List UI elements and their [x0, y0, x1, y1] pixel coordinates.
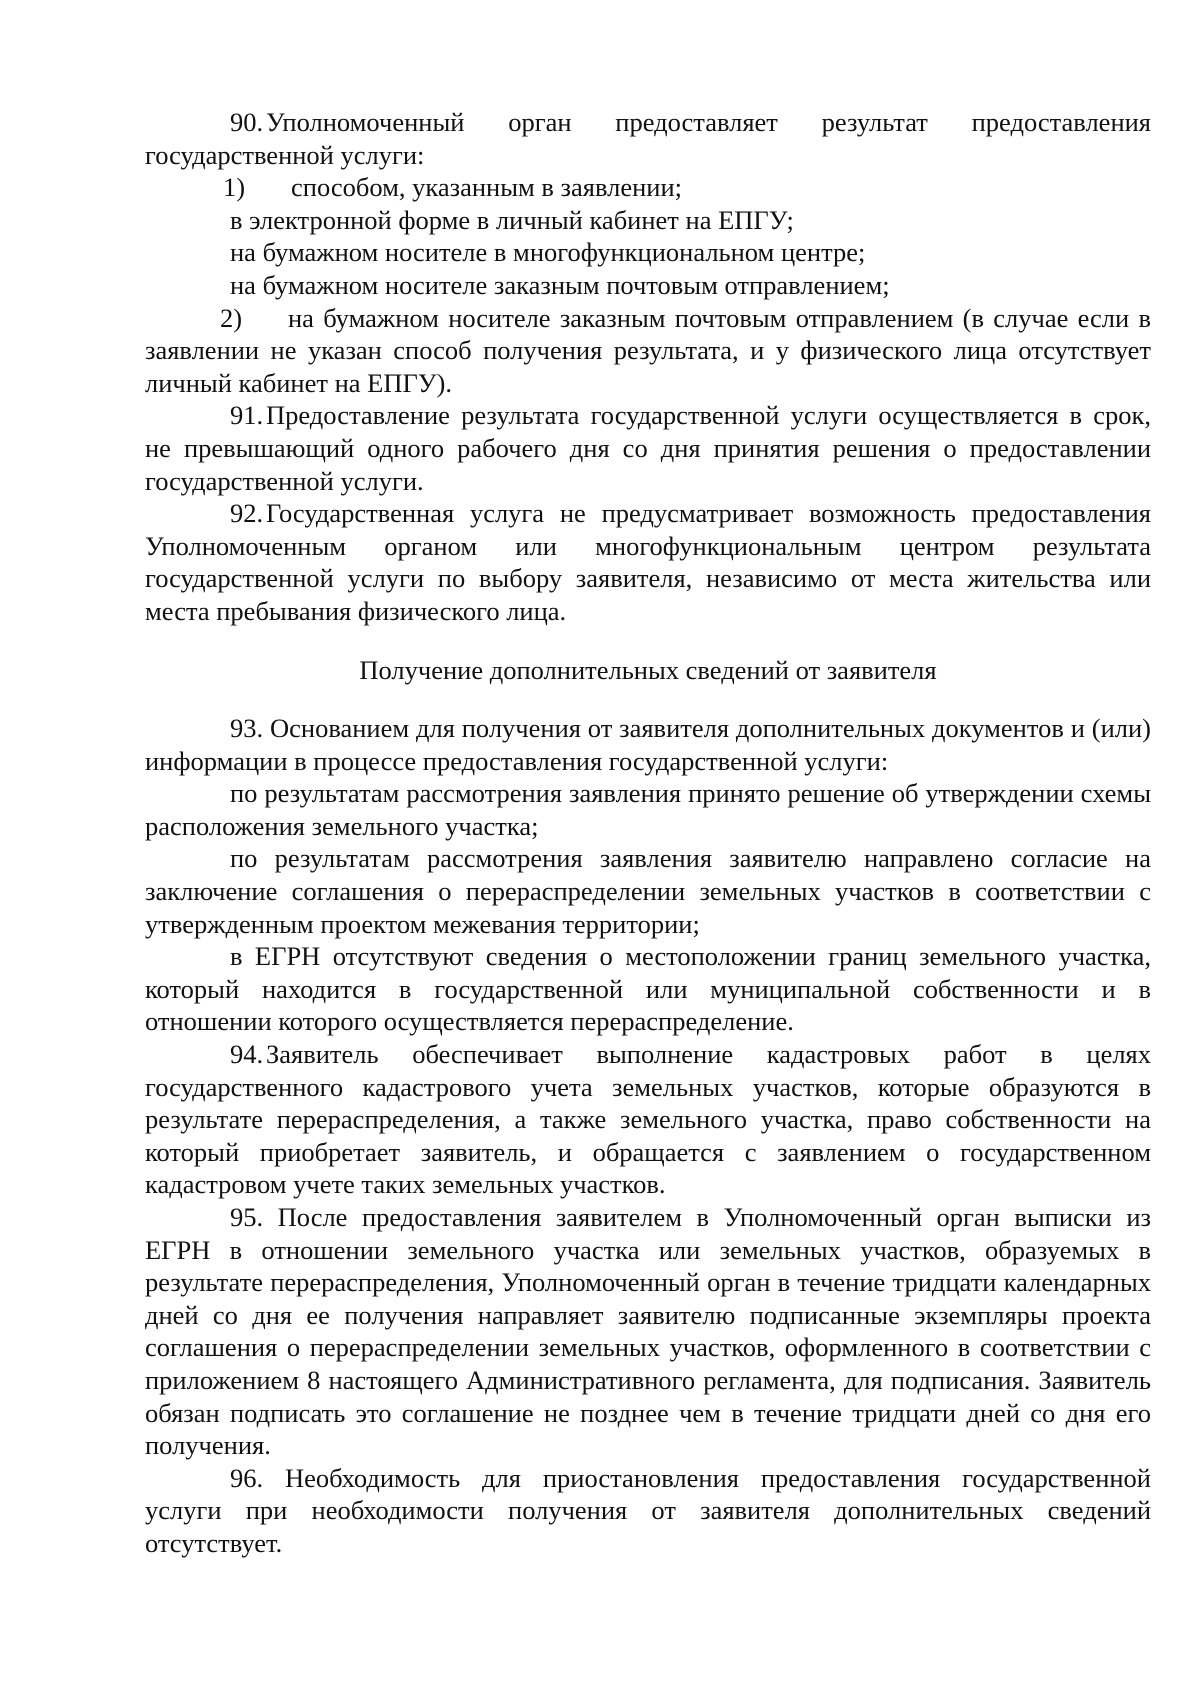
paragraph-91 [145, 399, 1151, 497]
paragraph-92 [145, 497, 1151, 627]
paragraph-text: После предоставления заявителем в Уполномоченный орган выписки из ЕГРН в отношении земельного участка или земельных участков, образуемых в результате перераспределения, Уполномоченный орган в течение тридцати календарных дней со дня ее получения направляет заявителю подписанные экземпляры проекта соглашения о перераспределении земельных участков, оформленного в соответствии с приложением 8 настоящего Административного регламента, для подписания. Заявитель обязан подписать это соглашение не позднее чем в течение тридцати дней со дня его получения. [145, 1202, 1151, 1461]
paragraph-number: 93. [230, 713, 264, 744]
list-item-text: способом, указанным в заявлении; [291, 172, 683, 203]
list-item-1 [145, 171, 1151, 204]
paragraph-number: 90. [230, 107, 264, 137]
list-item-number: 1) [223, 172, 246, 203]
paragraph-93-item-1: по результатам рассмотрения заявления принято решение об утверждении схемы расположения земельного участка; [145, 778, 1151, 841]
paragraph-text: Предоставление результата государственной услуги осуществляется в срок, не превышающий одного рабочего дня со дня принятия решения о предоставлении государственной услуги. [145, 400, 1151, 496]
paragraph-text: Необходимость для приостановления предоставления государственной услуги при необходимости получения от заявителя дополнительных сведений отсутствует. [145, 1462, 1151, 1558]
paragraph-93 [145, 712, 1151, 777]
paragraph-96 [145, 1462, 1151, 1560]
paragraph-number: 96. [230, 1462, 264, 1493]
paragraph-text: Уполномоченный орган предоставляет результат предоставления государственной услуги: [145, 107, 1151, 170]
paragraph-93-item-3: в ЕГРН отсутствуют сведения о местоположении границ земельного участка, который находится в государственной или муниципальной собственности и в отношении которого осуществляется перераспределение. [145, 941, 1151, 1037]
section-title: Получение дополнительных сведений от заявителя [359, 654, 937, 685]
paragraph-text: Заявитель обеспечивает выполнение кадастровых работ в целях государственного кадастрового учета земельных участков, которые образуются в результате перераспределения, а также земельного участка, право собственности на который приобретает заявитель, и обращается с заявлением о государственном кадастровом учете таких земельных участков. [145, 1039, 1151, 1200]
paragraph-93-item-2: по результатам рассмотрения заявления заявителю направлено согласие на заключение соглашения о перераспределении земельных участков в соответствии с утвержденным проектом межевания территории; [145, 843, 1151, 939]
paragraph-text: Государственная услуга не предусматривает возможность предоставления Уполномоченным органом или многофункциональным центром результата государственной услуги по выбору заявителя, независимо от места жительства или места пребывания физического лица. [145, 498, 1151, 626]
document-page [145, 106, 1151, 1560]
list-item-number: 2) [220, 302, 243, 333]
paragraph-number: 94. [230, 1039, 264, 1070]
sub-item-mfc: на бумажном носителе в многофункциональном центре; [230, 237, 866, 268]
paragraph-95 [145, 1201, 1151, 1462]
paragraph-number: 95. [230, 1202, 264, 1232]
paragraph-90 [145, 106, 1151, 171]
paragraph-number: 91. [230, 400, 264, 431]
sub-item-epgu: в электронной форме в личный кабинет на ЕПГУ; [230, 204, 794, 235]
paragraph-number: 92. [230, 498, 264, 529]
paragraph-text: Основанием для получения от заявителя дополнительных документов и (или) информации в процессе предоставления государственной услуги: [145, 713, 1151, 776]
paragraph-94 [145, 1038, 1151, 1201]
list-item-text: на бумажном носителе заказным почтовым отправлением (в случае если в заявлении не указан способ получения результата, и у физического лица отсутствует личный кабинет на ЕПГУ). [145, 302, 1151, 398]
list-item-2 [145, 302, 1151, 400]
sub-item-post: на бумажном носителе заказным почтовым отправлением; [230, 269, 890, 300]
